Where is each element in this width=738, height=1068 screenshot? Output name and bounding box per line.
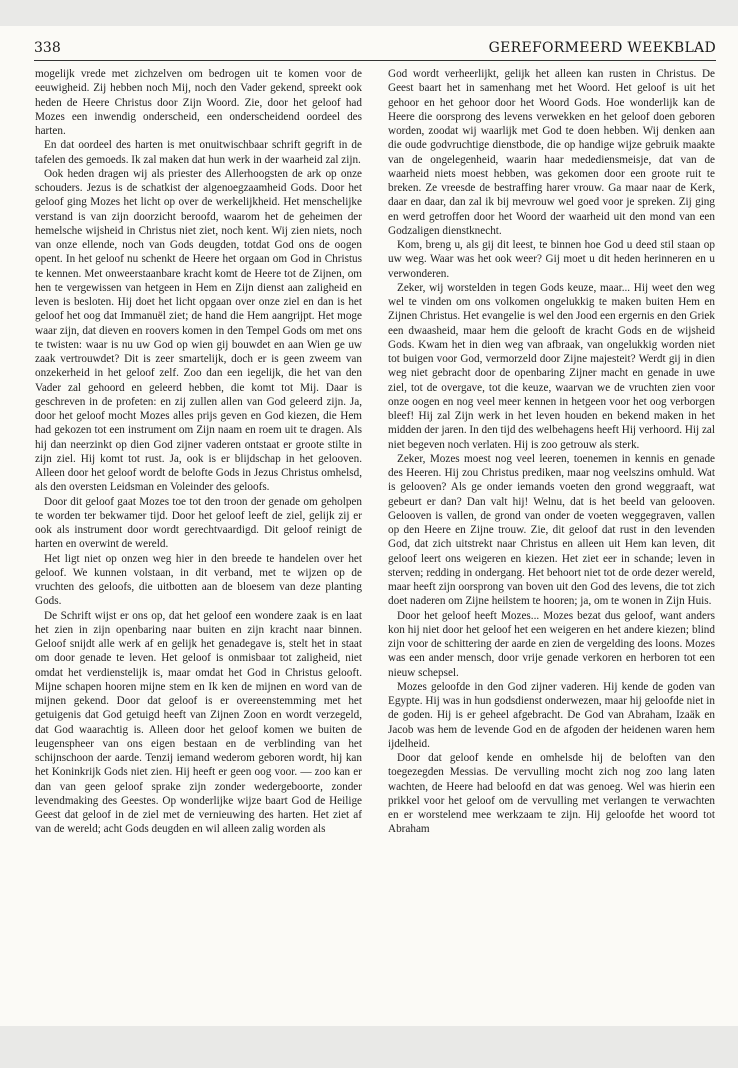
paragraph: En dat oordeel des harten is met onuitwischbaar schrift gegrift in de tafelen des gemoeds. Ik zal maken dat hun werk in der waarheid zal zijn. [35, 139, 362, 166]
paragraph: Kom, breng u, als gij dit leest, te binnen hoe God u deed stil staan op uw weg. Waar was het ook weer? Gij moet u dit heden herinneren en u verwonderen. [388, 239, 715, 280]
page [0, 26, 738, 1026]
paragraph: Door dit geloof gaat Mozes toe tot den troon der genade om geholpen te worden ter bekwamer tijd. Door het geloof leeft de ziel, gelijk zij er ook als instrument door wordt gerechtvaardigd. Dit geloof reinigt de harten en overwint de wereld. [35, 495, 362, 551]
page-number: 338 [34, 40, 61, 56]
paragraph: mogelijk vrede met zichzelven om bedrogen uit te komen voor de eeuwigheid. Zij hebben noch Mij, noch den Vader gekend, spreekt ook heden de Heere Christus door Zijn Woord. Zie, door het geloof had Mozes een inwendig onderscheid, een onderscheidend oordeel des harten. [35, 68, 362, 137]
paragraph: God wordt verheerlijkt, gelijk het alleen kan rusten in Christus. De Geest baart het in samenhang met het Woord. Het geloof is uit het gehoor en het gehoor door het Woord Gods. Hoe wonderlijk kan de Heere die oorsprong des levens verwekken en het geloof doen geboren worden, zoodat wij waarlijk met God te doen hebben. Wij denken aan die oude godvruchtige dienstbode, die op handige wijze gebruik maakte van de ongelegenheid, waarin haar medediensmeisje, dat van de waarheid niets moest hebben, was gekomen door een groote ruit te breken. Ze vreesde de bestraffing harer vrouw. Ga maar naar de Kerk, daar en daar, dan zal ik bij mevrouw wel goed voor je spreken. Zij ging en werd getroffen door het Woord der waarheid uit den mond van een Godzaligen dienstknecht. [388, 68, 715, 237]
journal-title: GEREFORMEERD WEEKBLAD [488, 40, 716, 56]
paragraph: Mozes geloofde in den God zijner vaderen. Hij kende de goden van Egypte. Hij was in hun godsdienst onderwezen, maar hij geloofde niet in de goden. Hij is er geheel afgebracht. De God van Abraham, Izaäk en Jacob was hem de levende God en de afgoden der heidenen waren hem ijdelheid. [388, 680, 715, 750]
paragraph: Het ligt niet op onzen weg hier in den breede te handelen over het geloof. We kunnen volstaan, in dit verband, met te wijzen op de vruchten des geloofs, die uitbotten aan de bloesem van deze planting Gods. [35, 552, 362, 608]
paragraph: De Schrift wijst er ons op, dat het geloof een wondere zaak is en laat het zien in zijn openbaring naar buiten en zijn kracht naar binnen. Geloof snijdt alle werk af en gelijk het genadegave is, stelt het in staat om door genade te leven. Het geloof is onmisbaar tot zaligheid, niet omdat het verdienstelijk is, maar omdat het God in Christus gelooft. Mijne schapen hooren mijne stem en Ik ken de mijnen en word van de mijnen gekend. Door dat geloof is er overeenstemming met het getuigenis dat God getuigd heeft van Zijnen Zoon en wordt verzegeld, dat God waarachtig is. Alleen door het geloof komen we buiten de leugenspheer van ons eigen bestaan en de verblinding van het schijnschoon der aarde. Tenzij iemand wederom geboren wordt, hij kan het Koninkrijk Gods niet zien. Hij heeft er geen oog voor. — zoo kan er dan van geen geloof sprake zijn zonder wedergeboorte, zonder levendmaking des Geestes. Op wonderlijke wijze baart God de Heilige Geest dat geloof in de ziel met de vernieuwing des harten. Het ziet af van de wereld; acht Gods deugden en wil alleen zalig worden als [35, 609, 362, 836]
paragraph: Zeker, Mozes moest nog veel leeren, toenemen in kennis en genade des Heeren. Hij zou Christus prediken, maar nog veelszins omhuld. Wat is gelooven? Als ge onder iemands voeten den grond weggraaft, wat gebeurt er dan? Dan valt hij! Welnu, dat is het beeld van gelooven. Gelooven is vallen, de grond van onder de voeten weggegraven, vallen op den Heere en Zijne trouw. Zie, dit geloof dat rust in den levenden God, dat zich uitstrekt naar Christus en alleen uit Hem kan leven, dit geloof leert ons weigeren en kiezen. Het ziet eer in schande; leven in sterven; redding in ondergang. Het behoort niet tot de orde dezer wereld, maar heeft zijn oorsprong van boven uit den God des levens, die tot zich doet naderen om Zijne heilstem te hooren; ja, om te wonen in Zijn Huis. [388, 452, 715, 608]
right-column [388, 67, 715, 1026]
left-column [35, 67, 362, 1026]
paragraph: Door dat geloof kende en omhelsde hij de beloften van den toegezegden Messias. De vervulling mocht zich nog zoo lang laten wachten, de Heere had beloofd en dat was genoeg. Wel was hierin een prikkel voor het geloof om de vervulling met verlangen te verwachten en er worstelend mee werkzaam te zijn. Hij geloofde het woord tot Abraham [388, 752, 715, 836]
paragraph: Zeker, wij worstelden in tegen Gods keuze, maar... Hij weet den weg wel te vinden om ons volkomen ongelukkig te maken buiten Hem en Zijnen Christus. Het evangelie is wel den Jood een ergernis en den Griek een dwaasheid, maar hem die gelooft de kracht Gods en de wijsheid Gods. Kwam het in dien weg van afbraak, van ongelukkig worden niet tot buigen voor God, vermorzeld door Zijne majesteit? Werdt gij in dien weg niet gebracht door de openbaring Zijner macht en genade in uwe ziel, tot de overgave, tot die keuze, waarvan we de vruchten zien voor onze oogen en nog veel meer kennen in hetgeen voor het oog verborgen bleef! Hij zal Zijn werk in het leven houden en bekend maken in het midden der jaren. In den tijd des welbehagens heeft Hij verhoord. Hij zal niet begeven noch verlaten. Hij is zoo getrouw als sterk. [388, 281, 715, 451]
paragraph: Ook heden dragen wij als priester des Allerhoogsten de ark op onze schouders. Jezus is de schatkist der algenoegzaamheid Gods. Door het geloof ging Mozes het licht op over de werkelijkheid. Het menschelijke verstand is van zijn doorzicht beroofd, waarom het de geheimen der hemelsche wijsheid in Christus niet ziet, noch kent. Wij zien niets, noch van onze ellende, noch van Gods deugden, totdat God ons de oogen opent. In het geloof nu schenkt de Heere het orgaan om God in Christus te kennen. Met onweerstaanbare kracht komt de Heere tot de Zijnen, om hen te vergewissen van hetgeen in Hem en Zijn dienst aan zaligheid en leven is besloten. Hij doet het licht opgaan over onze ziel en dan is het geloof het oog dat Immanuël ziet; de hand die Hem aangrijpt. Het moge waar zijn, dat dieven en roovers komen in den Tempel Gods om met ons te twisten: waar is nu uw God op wien gij bouwdet en aan Wien ge uw zaak vertrouwdet? Dit is zeer smartelijk, doch er is geen zweem van onzekerheid in het geloof zelf. Zoo dan een iegelijk, die het van den Vader zal gehoord en geleerd hebben, die komt tot Mij. Daar is geschreven in de profeten: en zij zullen allen van God geleerd zijn. Ja, door het geloof mocht Mozes alles prijs geven en God kiezen, die Hem had gekozen tot een instrument om Zijn naam en roem uit te dragen. Als hij dan neerzinkt op dien God zijner vaderen ontstaat er groote stilte in zijn ziel. Hij komt tot rust. Ja, ook is er blijdschap in het gelooven. Alleen door het geloof wordt de belofte Gods in Jezus Christus omhelsd, als den oversten Leidsman en Voleinder des geloofs. [35, 167, 362, 494]
paragraph: Door het geloof heeft Mozes... Mozes bezat dus geloof, want anders kon hij niet door het geloof het een weigeren en het andere kiezen; blind zijn voor de schittering der aarde en zien de vergelding des loons. Mozes was een ander mensch, door vrije genade verkoren en herboren tot een nieuw schepsel. [388, 609, 715, 679]
page-header [34, 40, 716, 61]
